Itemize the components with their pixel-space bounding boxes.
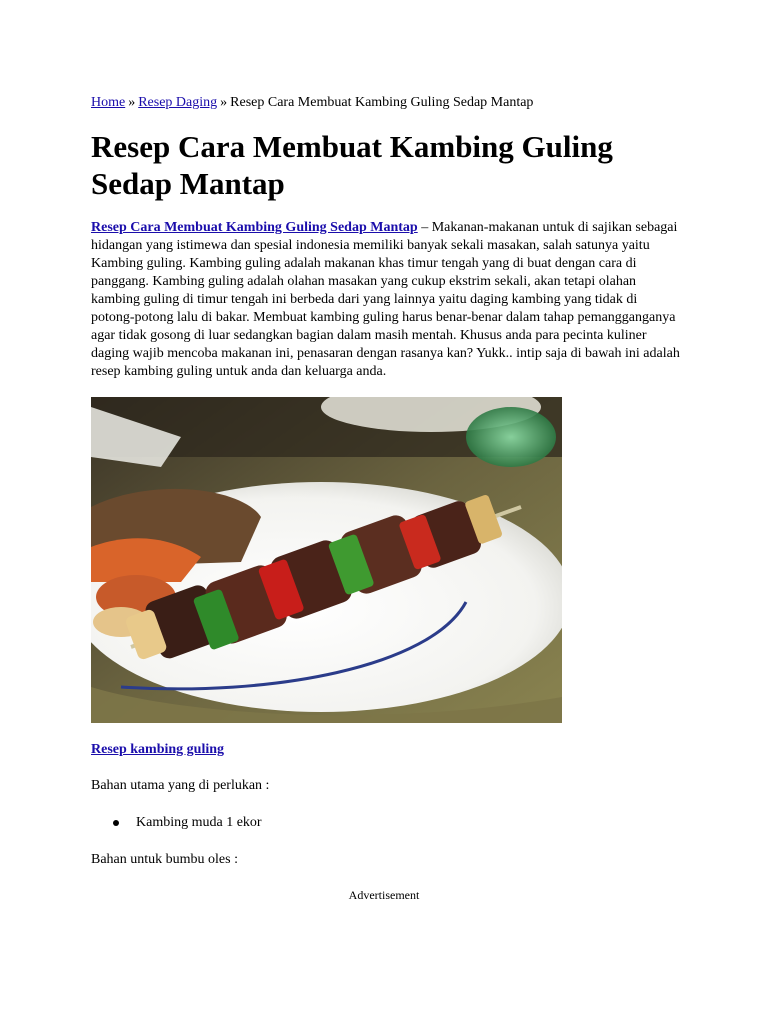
- intro-text: – Makanan-makanan untuk di sajikan sebagai hidangan yang istimewa dan spesial indonesia memiliki banyak sekali masakan, salah satunya yaitu Kambing guling. Kambing guling adalah makanan khas timur tengah yang di buat dengan cara di panggang. Kambing guling adalah olahan masakan yang cukup ekstrim sekali, akan tetapi olahan kambing guling di timur tengah ini berbeda dari yang lainnya yaitu daging kambing yang tidak di potong-potong lalu di bakar. Membuat kambing guling harus benar-benar dalam tahap pemangganganya agar tidak gosong di luar sedangkan bagian dalam masih mentah. Khusus anda para pecinta kuliner daging wajib mencoba makanan ini, penasaran dengan rasanya kan? Yukk.. intip saja di bawah ini adalah resep kambing guling untuk anda dan keluarga anda.: [91, 220, 680, 379]
- recipe-subheading-link[interactable]: Resep kambing guling: [91, 742, 225, 757]
- ingredient-list: [91, 814, 262, 832]
- list-item: [91, 814, 262, 832]
- advertisement-label: Advertisement: [348, 888, 420, 902]
- page-title: Resep Cara Membuat Kambing Guling Sedap Mantap: [91, 129, 613, 201]
- marinade-label: Bahan untuk bumbu oles :: [91, 852, 238, 867]
- article-intro: [91, 219, 681, 381]
- kambing-guling-photo: [91, 397, 562, 723]
- breadcrumb-home-link[interactable]: Home: [91, 95, 126, 110]
- breadcrumb-separator: »: [220, 95, 228, 110]
- bullet-icon: [113, 820, 119, 826]
- breadcrumb-current: Resep Cara Membuat Kambing Guling Sedap Mantap: [230, 95, 534, 110]
- intro-link[interactable]: Resep Cara Membuat Kambing Guling Sedap Mantap: [91, 220, 418, 235]
- breadcrumb-category-link[interactable]: Resep Daging: [138, 95, 218, 110]
- main-ingredients-label: Bahan utama yang di perlukan :: [91, 778, 270, 793]
- breadcrumb: [91, 94, 533, 112]
- ingredient-text: Kambing muda 1 ekor: [136, 815, 262, 830]
- breadcrumb-separator: »: [128, 95, 136, 110]
